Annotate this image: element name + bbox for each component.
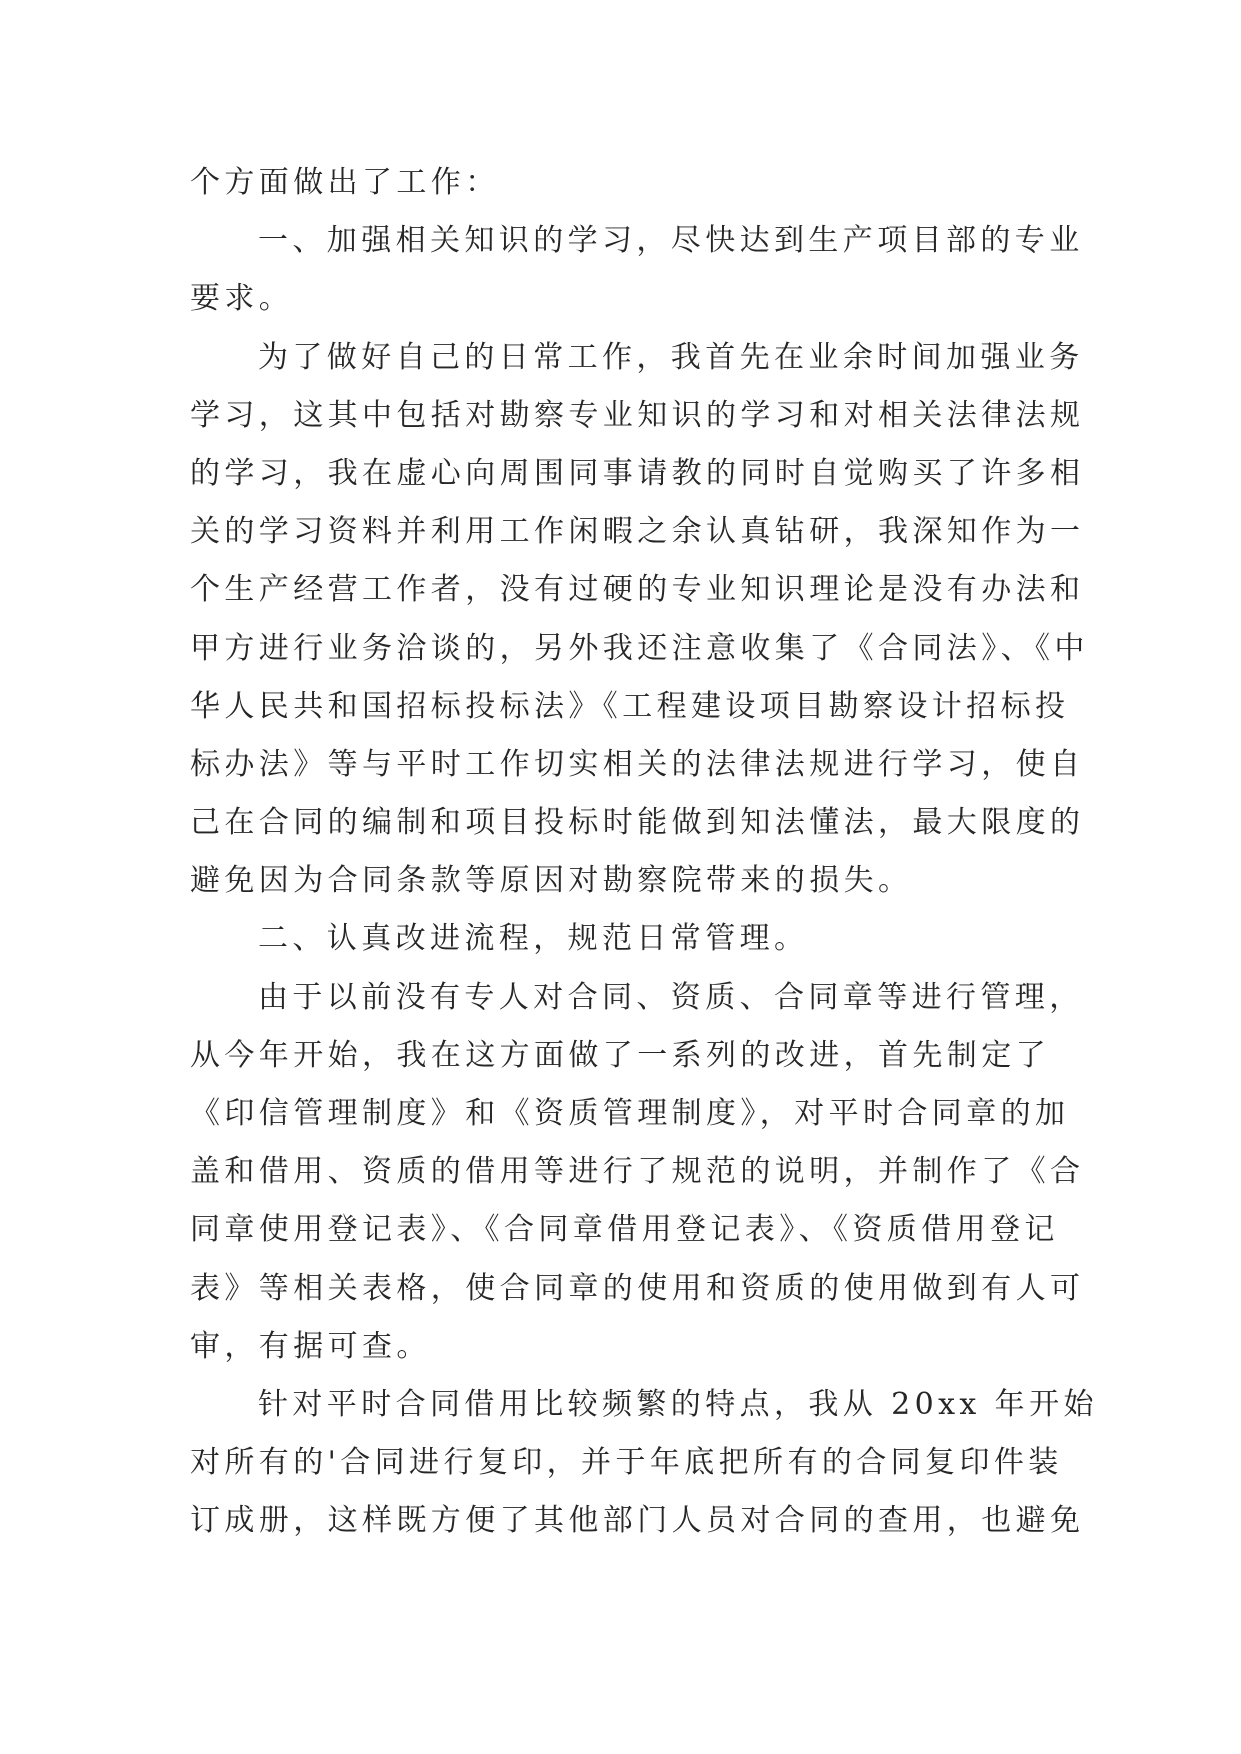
text-line: 从今年开始，我在这方面做了一系列的改进，首先制定了 [190, 1037, 1050, 1073]
text-line: 《印信管理制度》和《资质管理制度》，对平时合同章的加 [190, 1096, 1070, 1131]
text-line: 表》等相关表格，使合同章的使用和资质的使用做到有人可 [190, 1270, 1085, 1306]
text-line: 审，有据可查。 [190, 1328, 431, 1364]
text-line: 对所有的'合同进行复印，并于年底把所有的合同复印件装 [190, 1445, 1063, 1481]
text-line: 己在合同的编制和项目投标时能做到知法懂法，最大限度的 [190, 805, 1085, 841]
text-line: 标办法》等与平时工作切实相关的法律法规进行学习，使自 [190, 746, 1085, 782]
paragraph-start: 针对平时合同借用比较频繁的特点，我从 20xx 年开始 [258, 1386, 1098, 1422]
text-line: 避免因为合同条款等原因对勘察院带来的损失。 [190, 863, 913, 899]
section-heading-1: 一、加强相关知识的学习，尽快达到生产项目部的专业 [258, 223, 1084, 259]
text-line: 盖和借用、资质的借用等进行了规范的说明，并制作了《合 [190, 1154, 1085, 1190]
text-line: 要求。 [190, 281, 294, 317]
text-line: 个生产经营工作者，没有过硬的专业知识理论是没有办法和 [190, 572, 1085, 608]
text-line: 学习，这其中包括对勘察专业知识的学习和对相关法律法规 [190, 397, 1085, 433]
text-line: 甲方进行业务洽谈的，另外我还注意收集了《合同法》、《中 [190, 630, 1089, 666]
text-line: 的学习，我在虚心向周围同事请教的同时自觉购买了许多相 [190, 455, 1085, 491]
body-text [190, 154, 1098, 1551]
text-line: 同章使用登记表》、《合同章借用登记表》、《资质借用登记 [190, 1212, 1059, 1248]
text-line: 华人民共和国招标投标法》《工程建设项目勘察设计招标投 [190, 688, 1070, 724]
paragraph-start: 由于以前没有专人对合同、资质、合同章等进行管理， [258, 979, 1084, 1015]
paragraph-start: 为了做好自己的日常工作，我首先在业余时间加强业务 [258, 339, 1084, 375]
text-line: 关的学习资料并利用工作闲暇之余认真钻研，我深知作为一 [190, 514, 1085, 550]
text-line: 个方面做出了工作： [190, 165, 500, 200]
section-heading-2: 二、认真改进流程，规范日常管理。 [258, 921, 809, 957]
text-line: 订成册，这样既方便了其他部门人员对合同的查用，也避免 [190, 1503, 1085, 1539]
